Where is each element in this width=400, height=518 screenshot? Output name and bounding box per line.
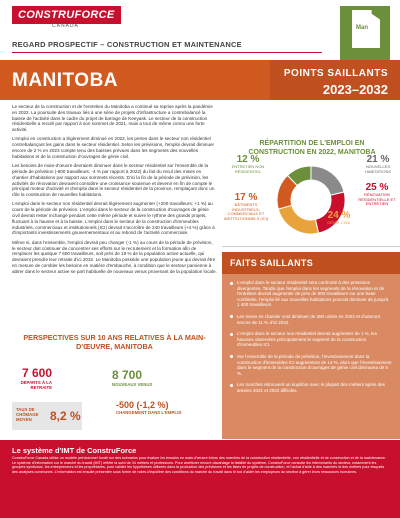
retirements-number: 7 600 xyxy=(21,366,52,380)
body-paragraph: Même si, dans l'ensemble, l'emploi devrait peu changer (-1 %) au cours de la période de prévision, le secteur doit continuer de concentrer ses efforts sur le recrutement et la formation afin de remplacer les quelque 7 600 travailleurs, soit près de 19 % de la population active actuelle, qui devraient prendre leur retraite d'ici 2032. Le Manitoba possède une population jeune qui devrait être en mesure de combler les besoins en matière d'embauche, à condition que le secteur parvienne à attirer dans le secteur active se part habituelle de nouveaux venus provenant de la population locale. xyxy=(12,239,217,274)
construforce-logo xyxy=(12,6,122,28)
donut-slice xyxy=(278,205,318,234)
label-new-homes-pct: 21 % xyxy=(366,154,390,165)
employment-chart-title: RÉPARTITION DE L'EMPLOI EN CONSTRUCTION EN 2022, MANITOBA xyxy=(248,140,376,156)
highlights-title: FAITS SAILLANTS xyxy=(230,258,313,268)
page-title: MANITOBA xyxy=(12,70,119,91)
employment-change-metric xyxy=(116,400,216,415)
label-ici-pct: 17 % xyxy=(234,192,258,203)
body-text xyxy=(12,104,217,278)
label-new-homes xyxy=(356,154,400,174)
retirements-label: DÉPARTS À LA RETRAITE xyxy=(20,380,52,390)
body-paragraph: L'emploi en construction a légèrement diminué en 2022, les pertes dans le secteur non résidentiel contrebalançant les gains dans le secteur résidentiel. Selon les prévisions, l'emploi devrait diminuer encore de 2 % en 2023 compte tenu des baisses prévues dans les segments des nouvelles habitations et de la construction d'ouvrages de génie civil. xyxy=(12,136,215,159)
employment-change-label: CHANGEMENT DANS L'EMPLOI xyxy=(116,410,182,415)
label-new-homes-text: NOUVELLES HABITATIONS xyxy=(364,164,392,174)
newcomers-number: 8 700 xyxy=(112,368,143,382)
outlook-title: PERSPECTIVES SUR 10 ANS RELATIVES À LA MAIN-D'ŒUVRE, MANITOBA xyxy=(23,333,206,351)
footer-text: ConstruForce Canada utilise un modèle prévisionnel fondé sur des scénarios pour évaluer les besoins en main-d'œuvre futurs des marchés de la construction résidentielle, non résidentielle et de construction et de la maintenance. Le système d'information sur le marché du travail (IMT) reflète la suivi de 34 métiers et professions. Pour améliorer encore davantage la fiabilité du système, ConstruForce consulte les intervenants du secteur, notamment les groupes syndicaux, les entrepreneurs et les propriétaires, pour valider les hypothèses utilisées dans la production des prévisions et les listes de projets de construction, et l'achat d'aide à des marchés et des métiers pour lesquels des analyses communes. L'information est ensuite présentée sous forme de notes d'équilibre des conditions du marché du travail dans le but d'aider les employeurs du secteur à gérer leurs ressources humaines. xyxy=(12,456,386,474)
header-divider xyxy=(12,52,322,53)
highlight-item: Les mises en chantier vont diminuer de 300 unités en 2022 et chuteront encore de 11 % d'ici 2032. xyxy=(230,314,392,325)
label-civil-pct: 24 % xyxy=(327,210,351,221)
body-paragraph: Le secteur de la construction et de l'entretien du Manitoba a continué sa reprise après la pandémie en 2022. La poursuite des travaux liés à une série de projets d'infrastructure a contrebalancé la baisse de l'activité dans le cadre du projet de barrage de Keeyask. Le secteur de la construction résidentielle a reculé par rapport à son sommet de 2021, mais a tout de même connu une forte activité. xyxy=(12,104,213,133)
label-ici xyxy=(222,192,270,221)
highlights-years: 2023–2032 xyxy=(322,82,388,97)
employment-chart xyxy=(222,154,400,242)
newcomers-metric xyxy=(112,368,182,387)
unemployment-number: 8,2 % xyxy=(50,409,81,423)
highlight-item: L'emploi dans le secteur résidentiel sera confronté à des pressions divergentes. Tandis que l'emploi dans les segments de la rénovation et de l'entretien devrait augmenter de près de 800 travailleurs sur une base combinée, l'emploi lié aux nouvelles habitations pourrait diminuer de jusqu'à 1 400 travailleurs. xyxy=(230,280,392,308)
label-renovation xyxy=(354,182,400,207)
footer-title: Le système d'IMT de ConstruForce xyxy=(12,446,137,455)
unemployment-value xyxy=(50,409,81,423)
body-paragraph: Les besoins de main-d'œuvre devraient diminuer dans le secteur résidentiel sur l'ensemble de la période de prévision (-600 travailleurs; -4 % par rapport à 2022) du fait du recul des mises en chantier d'habitations par rapport aux sommets récents. D'ici la fin de la période de prévision, les activités de rénovation devraient connaître une croissance soutenue et devenir en fin de compte le principal moteur d'activité et d'emploi dans le secteur résidentiel de la province, remplaçant donc un rôle la construction de nouvelles habitations. xyxy=(12,163,215,198)
highlight-item: L'emploi dans le secteur non résidentiel devrait augmenter de 1 %, les hausses observées principalement le segment de la construction d'immeubles ICI. xyxy=(230,331,392,348)
unemployment-metric xyxy=(16,407,54,422)
label-maint-pct: 12 % xyxy=(236,154,260,165)
newcomers-label: NOUVEAUX VENUS xyxy=(112,382,153,387)
logo-brand: CONSTRUFORCE xyxy=(12,6,121,24)
highlights-list xyxy=(230,280,392,400)
retirements-metric xyxy=(12,366,52,390)
label-civil-text: GÉNIE CIVIL xyxy=(327,220,351,225)
highlights-heading: POINTS SAILLANTS xyxy=(283,68,388,79)
label-ici-text: BÂTIMENTS INDUSTRIELS, COMMERCIAUX ET INSTITUTIONNELS (ICI) xyxy=(223,202,269,221)
donut-slice xyxy=(311,166,344,195)
label-maint-text: ENTRETIEN NON RÉSIDENTIEL xyxy=(231,164,265,174)
label-civil xyxy=(322,210,356,226)
section-divider xyxy=(222,246,400,247)
label-renovation-pct: 25 % xyxy=(365,182,389,193)
unemployment-label: TAUX DE CHÔMAGE MOYEN xyxy=(16,407,39,422)
logo-subtext: CANADA xyxy=(52,23,79,29)
highlight-item: Sur l'ensemble de la période de prévision, l'investissement dans la construction d'immeubles ICI augmentera de 14 %, alors que l'investissement dans le segment de la construction d'ouvrages de génie civil diminuera de 5 %. xyxy=(230,354,392,376)
province-abbrev: Man xyxy=(356,25,368,31)
employment-change-number: -500 (-1,2 %) xyxy=(116,400,169,410)
body-paragraph: L'emploi dans le secteur non résidentiel devrait légèrement augmenter (+200 travailleurs; +1 %) au cours de la période de prévision. L'emploi dans le secteur de la construction d'ouvrages de génie civil devrait rester inchangé pendant cette même période et suivre le rythme des grands projets, fluctuant à la hausse et à la baisse. L'emploi dans le secteur de la construction d'immeubles industriels, commerciaux et institutionnels (ICI) devrait s'accroître de 240 travailleurs (+4 %) grâce à d'importants investissements gouvernementaux et au rebond de l'activité commerciale. xyxy=(12,201,215,236)
label-maint xyxy=(226,154,270,174)
label-renovation-text: RÉNOVATION RÉSIDENTIELLE ET ENTRETIEN xyxy=(358,192,396,207)
report-subtitle: REGARD PROSPECTIF – CONSTRUCTION ET MAINTENANCE xyxy=(12,40,242,49)
highlight-item: Les marchés retrouvent un équilibre avec le plupart des métiers après des années 2021 et 2022 difficiles. xyxy=(230,382,392,393)
